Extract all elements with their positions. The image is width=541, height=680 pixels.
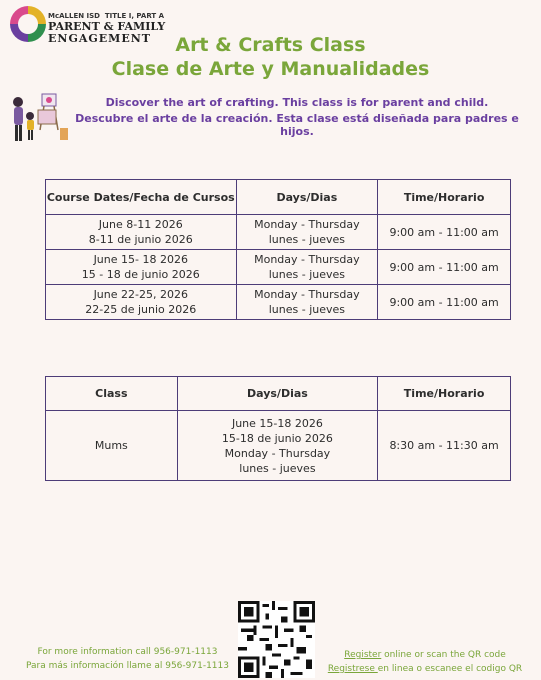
course-schedule-table (45, 179, 511, 320)
description-en: Discover the art of crafting. This class is for parent and child. (105, 96, 489, 109)
logo-district-name: McALLEN ISD TITLE I, PART A (48, 12, 165, 20)
registration-qr-code[interactable] (238, 601, 315, 678)
class-cell: Mums (46, 411, 178, 481)
date-cell: June 8-11 2026 8-11 de junio 2026 (46, 215, 237, 250)
column-header: Class (46, 377, 178, 411)
table-header-row (46, 377, 511, 411)
register-info (320, 648, 530, 676)
table-header-row (46, 180, 511, 215)
contact-info-es: Para más información llame al 956-971-1113 (26, 661, 229, 671)
date-cell: June 22-25, 2026 22-25 de junio 2026 (46, 285, 237, 320)
table-row (46, 250, 511, 285)
logo-line2: ENGAGEMENT (48, 32, 151, 45)
table-row (46, 411, 511, 481)
register-text-en: online or scan the QR code (381, 650, 506, 660)
date-cell: June 15- 18 2026 15 - 18 de junio 2026 (46, 250, 237, 285)
contact-info-en: For more information call 956-971-1113 (37, 647, 218, 657)
register-link-en[interactable]: Register (344, 650, 382, 660)
column-header: Time/Horario (378, 180, 511, 215)
column-header: Days/Dias (177, 377, 378, 411)
register-link-es[interactable]: Registrese (327, 664, 378, 674)
column-header: Days/Dias (236, 180, 378, 215)
days-cell: Monday - Thursday lunes - jueves (236, 250, 378, 285)
page-title-es: Clase de Arte y Manualidades (111, 58, 430, 80)
register-text-es: en linea o escanee el codigo QR (377, 664, 523, 674)
logo-line1: PARENT & FAMILY (48, 20, 166, 33)
mums-class-table (45, 376, 511, 481)
days-cell: June 15-18 2026 15-18 de junio 2026 Monday - Thursday lunes - jueves (177, 411, 378, 481)
table-row (46, 215, 511, 250)
time-cell: 9:00 am - 11:00 am (378, 215, 511, 250)
days-cell: Monday - Thursday lunes - jueves (236, 215, 378, 250)
page-title-en: Art & Crafts Class (175, 34, 366, 56)
painter-illustration-icon (8, 92, 70, 144)
days-cell: Monday - Thursday lunes - jueves (236, 285, 378, 320)
contact-info (20, 645, 235, 673)
time-cell: 8:30 am - 11:30 am (378, 411, 511, 481)
description-es: Descubre el arte de la creación. Esta clase está diseñada para padres e hijos. (75, 112, 519, 138)
table-row (46, 285, 511, 320)
time-cell: 9:00 am - 11:00 am (378, 285, 511, 320)
column-header: Time/Horario (378, 377, 511, 411)
column-header: Course Dates/Fecha de Cursos (46, 180, 237, 215)
time-cell: 9:00 am - 11:00 am (378, 250, 511, 285)
